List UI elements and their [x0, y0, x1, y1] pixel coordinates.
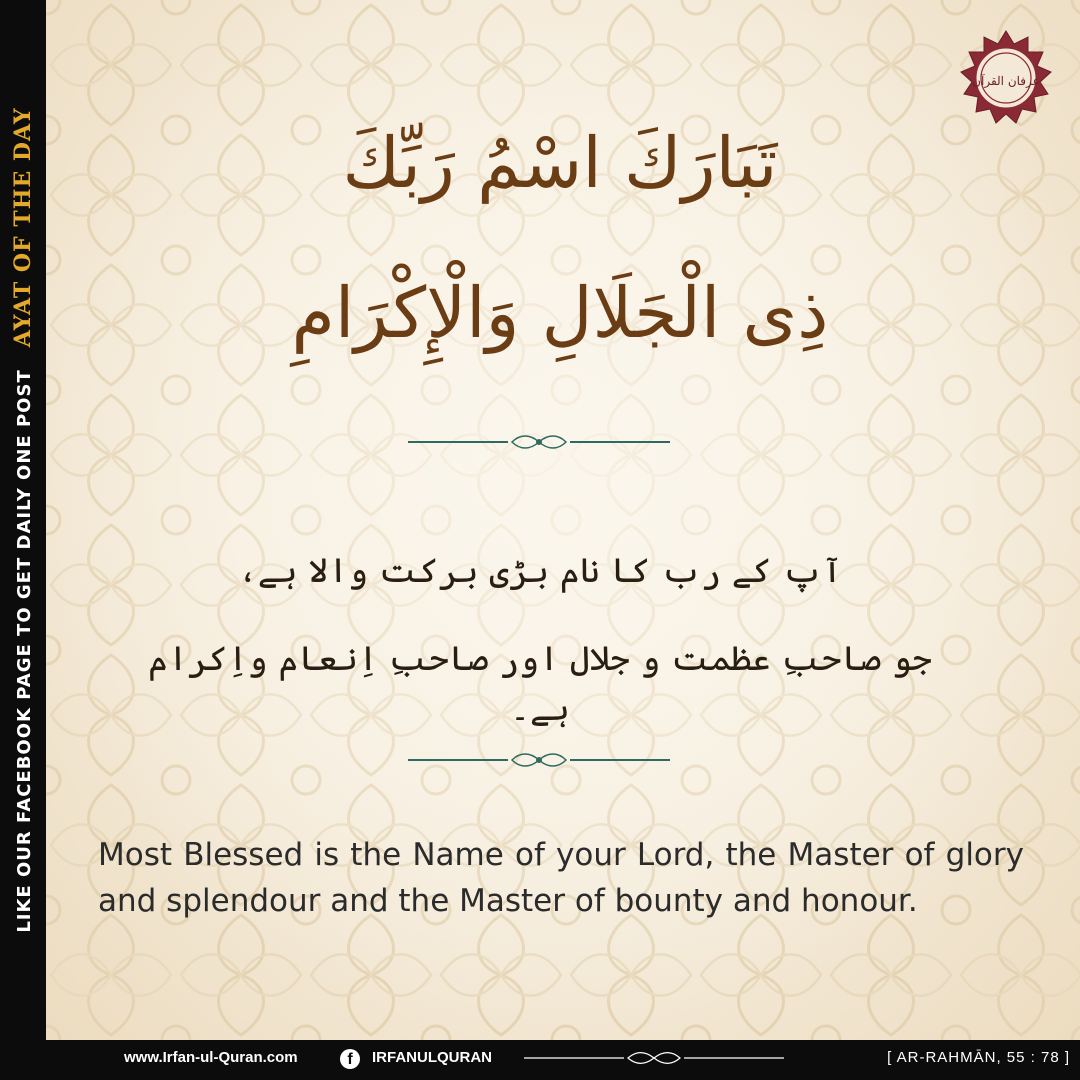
- translation-urdu-line-2: جو صاحبِ عظمت و جلال اور صاحبِ اِنعام واِکرام ہے۔: [148, 639, 932, 729]
- quran-seal-icon: [958, 30, 1054, 126]
- logo-text: عرفان القرآن: [972, 74, 1040, 88]
- surah-reference: [ AR-RAHMĀN, 55 : 78 ]: [887, 1049, 1070, 1066]
- facebook-icon[interactable]: f: [340, 1049, 360, 1069]
- translation-english: Most Blessed is the Name of your Lord, the Master of glory and splendour and the Master of bounty and honour.: [98, 837, 1024, 919]
- footer-ornamental-divider: [524, 1048, 784, 1068]
- side-banner: [0, 0, 46, 1040]
- website-link[interactable]: www.Irfan-ul-Quran.com: [124, 1049, 298, 1066]
- facebook-cta-text: LIKE OUR FACEBOOK PAGE TO GET DAILY ONE POST: [14, 369, 35, 933]
- translation-urdu-line-1: آپ کے رب کا نام بڑی برکت والا ہے،: [237, 551, 843, 591]
- side-banner-text: [10, 107, 36, 932]
- verse-arabic-line-2: ذِى الْجَلَالِ وَالْإِكْرَامِ: [291, 272, 829, 354]
- verse-arabic-line-1: تَبَارَكَ اسْمُ رَبِّكَ: [342, 122, 778, 204]
- facebook-handle-link[interactable]: IRFANULQURAN: [372, 1049, 492, 1066]
- footer-bar: [0, 1040, 1080, 1080]
- ornamental-divider: [408, 432, 670, 452]
- ayat-of-the-day-title: AYAT OF THE DAY: [10, 107, 36, 348]
- ornamental-divider: [408, 750, 670, 770]
